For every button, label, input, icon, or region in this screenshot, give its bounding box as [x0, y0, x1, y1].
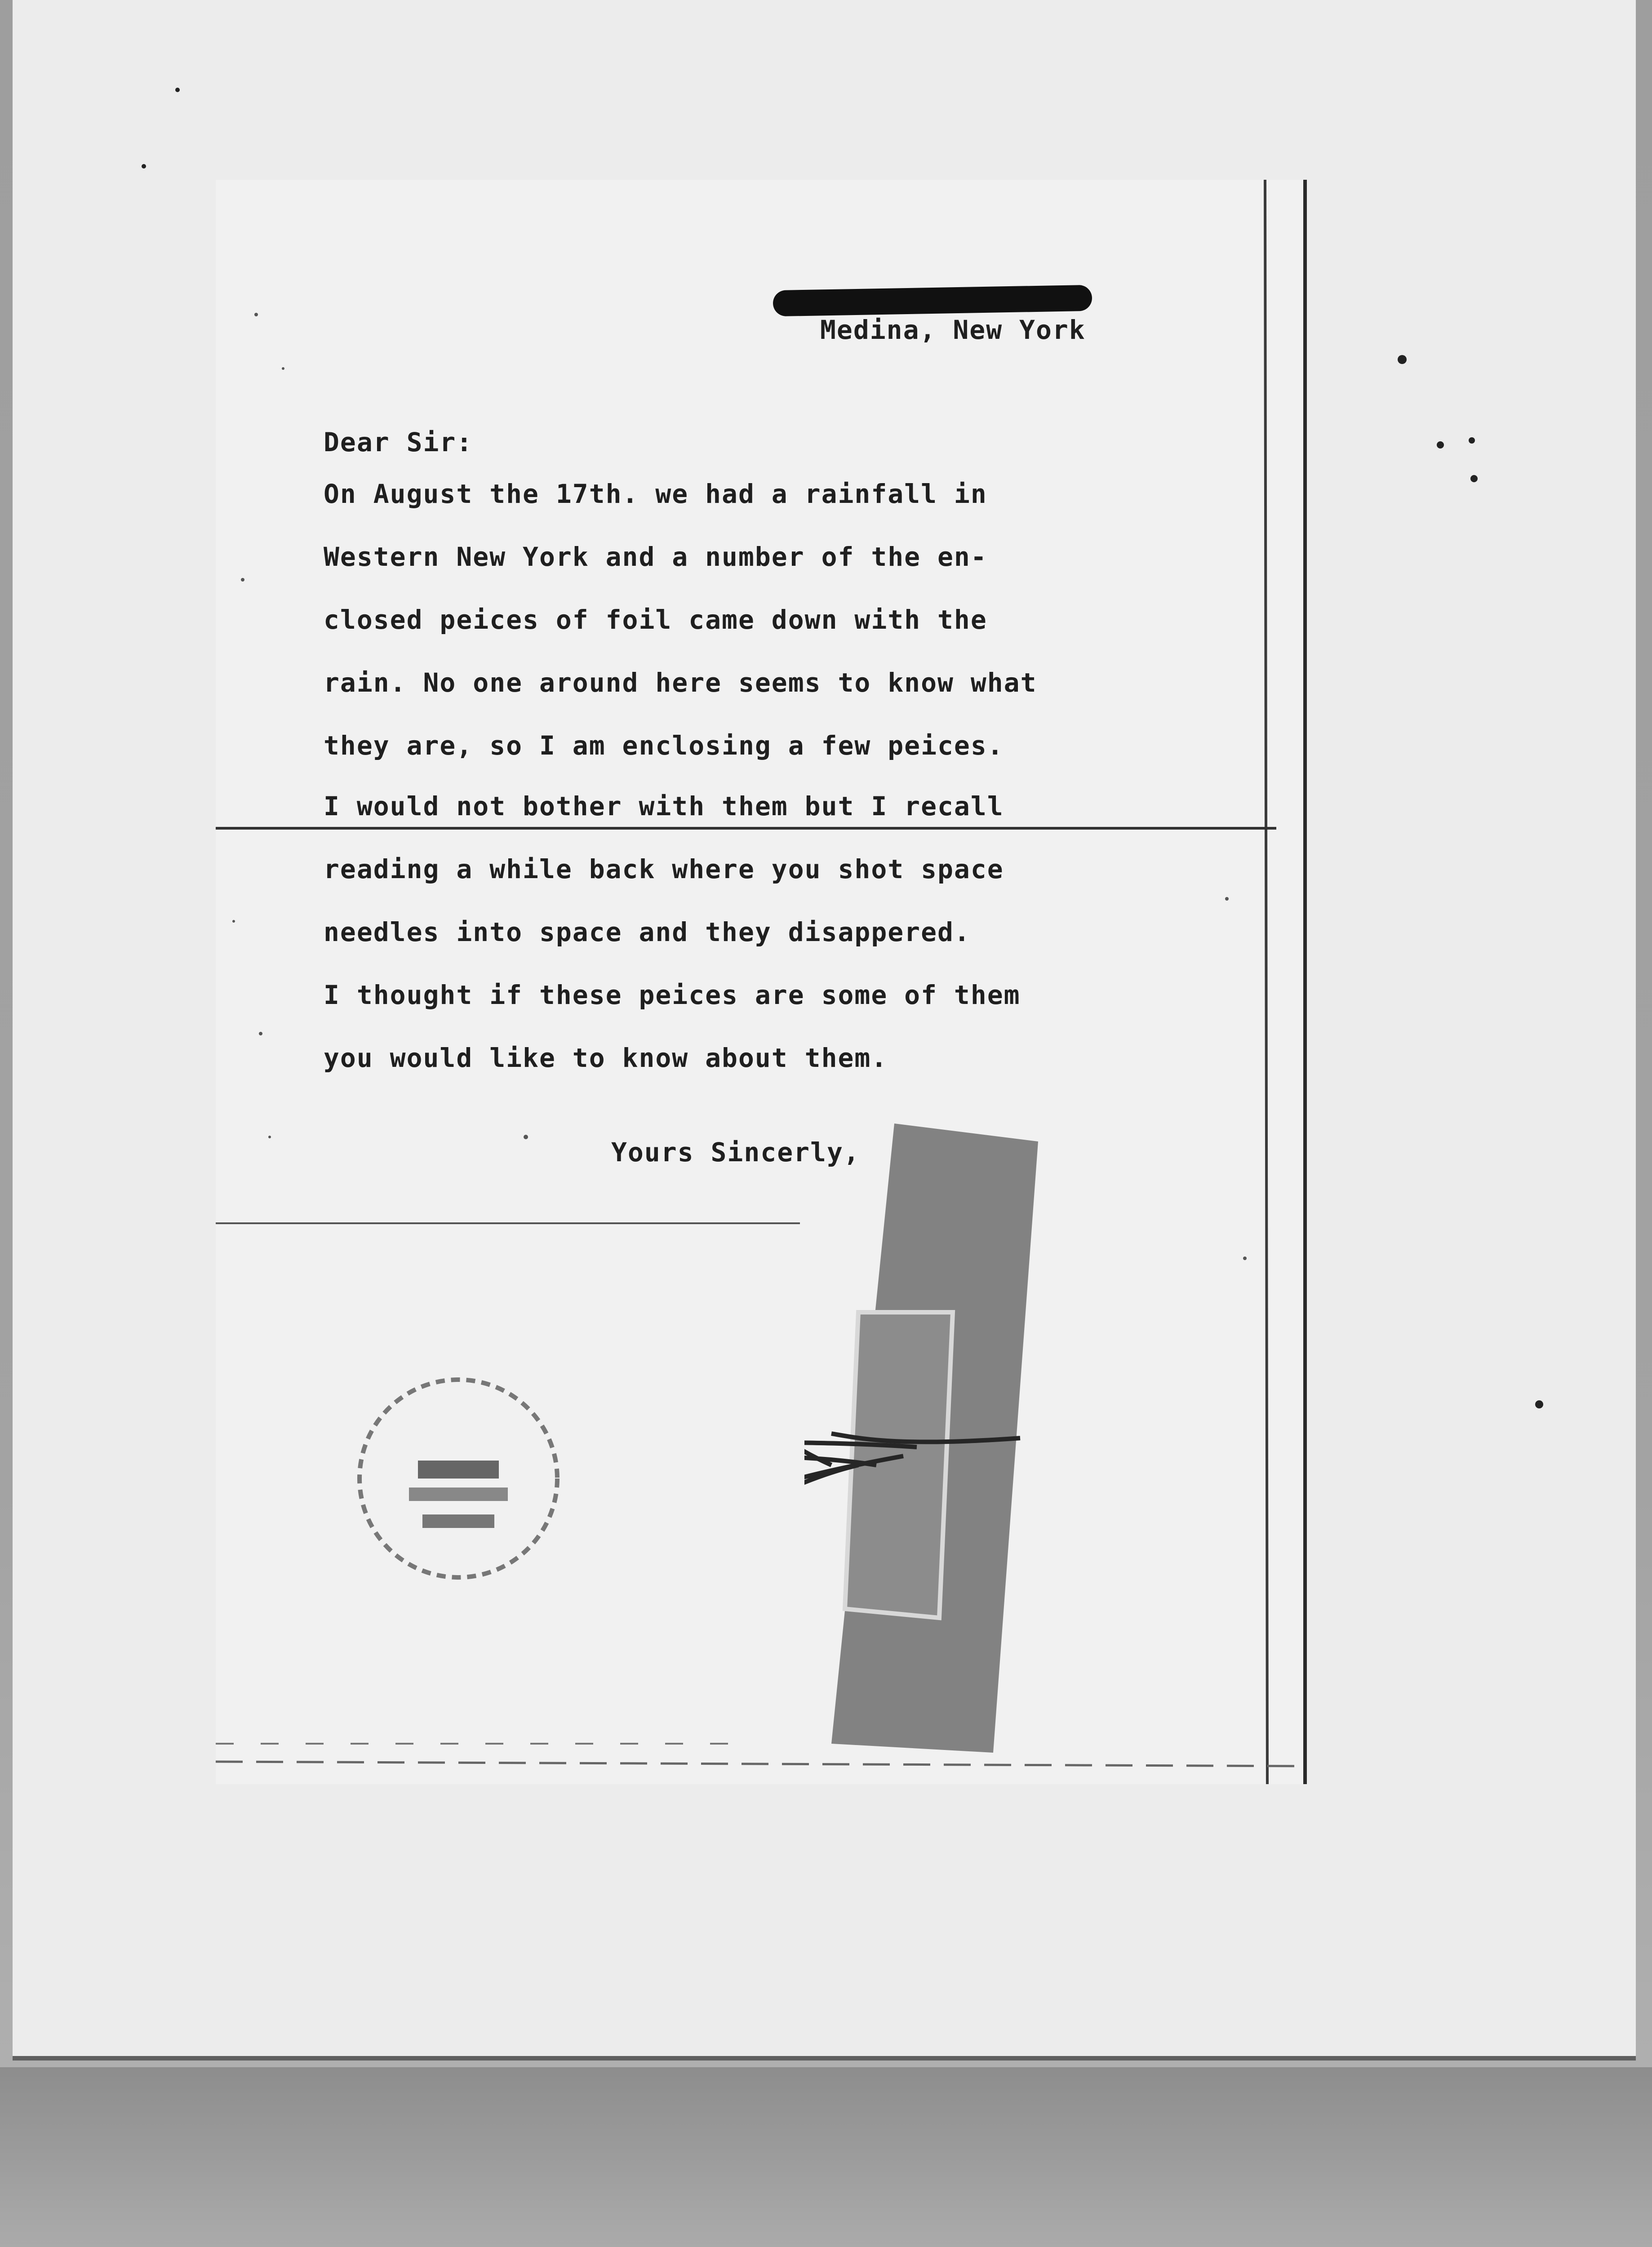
foil-sample-illustration: [804, 1124, 1038, 1753]
letter-line-10: you would like to know about them.: [324, 1043, 888, 1073]
background-surface: [0, 2067, 1652, 2247]
letter-line-5: they are, so I am enclosing a few peices.: [324, 730, 1004, 761]
letter-line-6: I would not bother with them but I recall: [324, 791, 1004, 822]
fold-line-lower: [216, 1222, 800, 1224]
letter-line-9: I thought if these peices are some of them: [324, 980, 1021, 1010]
letter-line-1: On August the 17th. we had a rainfall in: [324, 479, 987, 509]
letter-closing: Yours Sincerly,: [611, 1137, 860, 1168]
letter-line-2: Western New York and a number of the en-: [324, 542, 987, 572]
letter-line-8: needles into space and they disappered.: [324, 917, 971, 947]
postmark-stamp: [333, 1371, 584, 1582]
letter-salutation: Dear Sir:: [324, 427, 473, 457]
letter-line-7: reading a while back where you shot space: [324, 854, 1004, 884]
letter-place: Medina, New York: [820, 315, 1086, 345]
letter-line-3: closed peices of foil came down with the: [324, 604, 987, 635]
letter-line-4: rain. No one around here seems to know what: [324, 667, 1037, 698]
fold-line: [216, 827, 1276, 830]
foil-sample-tape: [804, 1124, 1038, 1753]
postmark-illustration: [333, 1371, 584, 1582]
redacted-line: [773, 285, 1092, 316]
